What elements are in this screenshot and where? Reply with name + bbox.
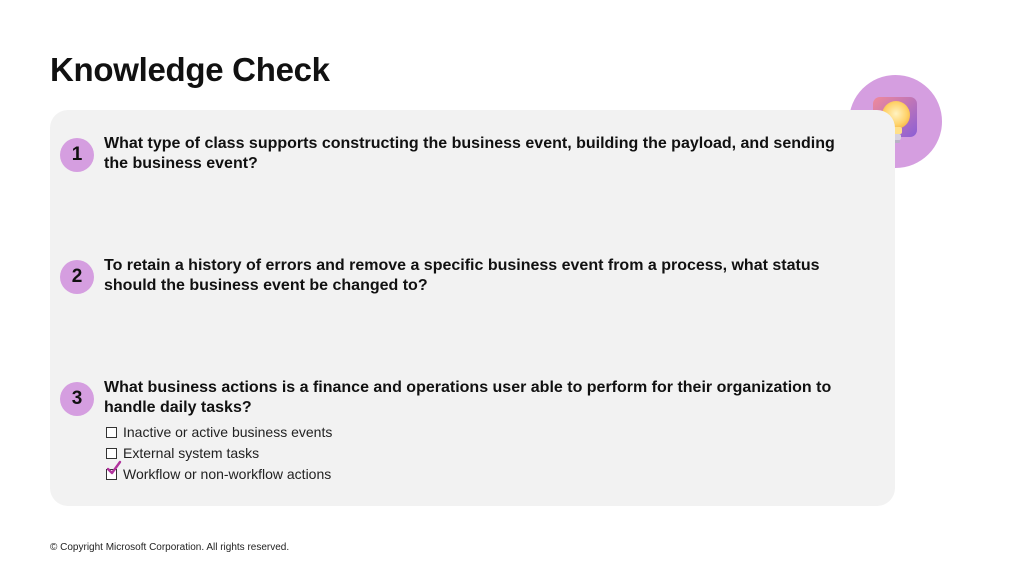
checkbox-icon[interactable] [106, 448, 117, 459]
answer-option-label: Inactive or active business events [123, 424, 333, 440]
questions-panel [50, 110, 895, 506]
question-number-badge: 2 [60, 260, 94, 294]
slide-title: Knowledge Check [50, 51, 330, 88]
answer-options [105, 422, 332, 485]
question-number-badge: 1 [60, 138, 94, 172]
question-number-badge: 3 [60, 382, 94, 416]
checkbox-icon[interactable] [106, 427, 117, 438]
question-text: To retain a history of errors and remove a specific business event from a process, what status should the business event be changed to? [104, 257, 820, 294]
answer-option[interactable] [105, 443, 332, 464]
question-text: What business actions is a finance and operations user able to perform for their organization to handle daily tasks? [104, 379, 832, 416]
checkmark-icon [106, 460, 122, 476]
question-text: What type of class supports constructing the business event, building the payload, and sending the business event? [104, 135, 835, 172]
copyright-footer: © Copyright Microsoft Corporation. All rights reserved. [50, 542, 290, 553]
answer-option[interactable] [105, 422, 332, 443]
answer-option-label: External system tasks [123, 445, 260, 461]
answer-option-label: Workflow or non-workflow actions [123, 466, 332, 482]
answer-option-selected[interactable] [105, 464, 332, 485]
